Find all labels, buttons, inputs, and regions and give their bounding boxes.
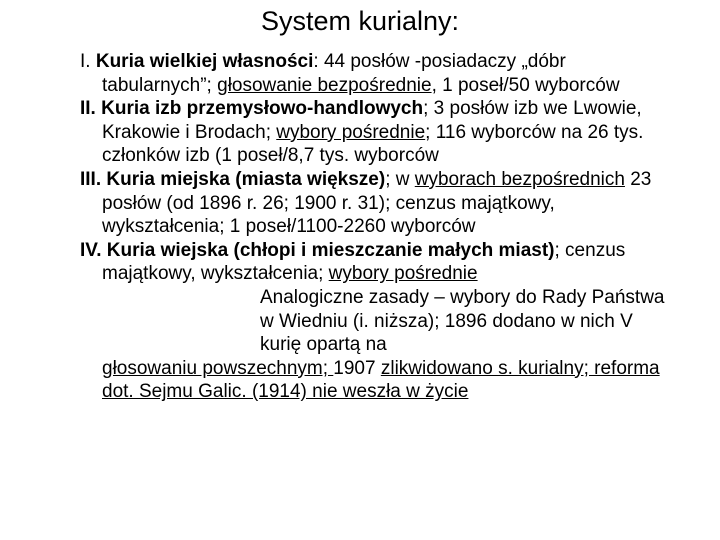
- item-underlined-text: wybory pośrednie: [276, 121, 426, 143]
- content-body: [80, 50, 665, 404]
- item-heading: II. Kuria izb przemysłowo-handlowych: [80, 98, 424, 120]
- item-underlined-text: wyborach bezpośrednich: [414, 168, 625, 190]
- item-text: : 44 posłów -posiadaczy „dóbr tabularnych”;: [102, 51, 566, 96]
- item-underlined-text: głosowaniu powszechnym;: [102, 357, 334, 379]
- list-item-curia-4: [80, 239, 665, 404]
- item-text: 23 posłów (od 1896 r. 26; 1900 r. 31); cenzus majątkowy, wykształcenia; 1 poseł/1100-2260 wyborców: [102, 168, 652, 238]
- item-text: , 1 poseł/50 wyborców: [431, 74, 620, 96]
- list-item-curia-3: [80, 168, 665, 239]
- item-underlined-text: głosowanie bezpośrednie: [217, 74, 432, 96]
- list-item-curia-2: [80, 97, 665, 168]
- item-heading: III. Kuria miejska (miasta większe): [80, 168, 386, 190]
- slide-title: System kurialny:: [260, 6, 460, 36]
- item-text: ; w: [385, 168, 415, 190]
- item-text: ; cenzus majątkowy, wykształcenia;: [102, 239, 626, 285]
- item-underlined-text: zlikwidowano s. kurialny; reforma dot. Sejmu Galic. (1914) nie weszła w życie: [102, 357, 660, 403]
- item-heading: Kuria wielkiej własności: [95, 51, 314, 72]
- item-note-text: Analogiczne zasady – wybory do Rady Państwa w Wiedniu (i. niższa); 1896 dodano w nich V kurię opartą na: [260, 286, 665, 356]
- list-item-curia-1: [80, 50, 665, 97]
- item-text: ; 116 wyborców na 26 tys. członków izb (1 poseł/8,7 tys. wyborców: [102, 121, 644, 167]
- item-text: 1907: [333, 357, 381, 379]
- item-heading: IV. Kuria wiejska (chłopi i mieszczanie małych miast): [80, 239, 555, 261]
- item-number: I.: [80, 51, 91, 72]
- item-text: ; 3 posłów izb we Lwowie, Krakowie i Brodach;: [102, 98, 642, 143]
- item-underlined-text: wybory pośrednie: [328, 263, 478, 285]
